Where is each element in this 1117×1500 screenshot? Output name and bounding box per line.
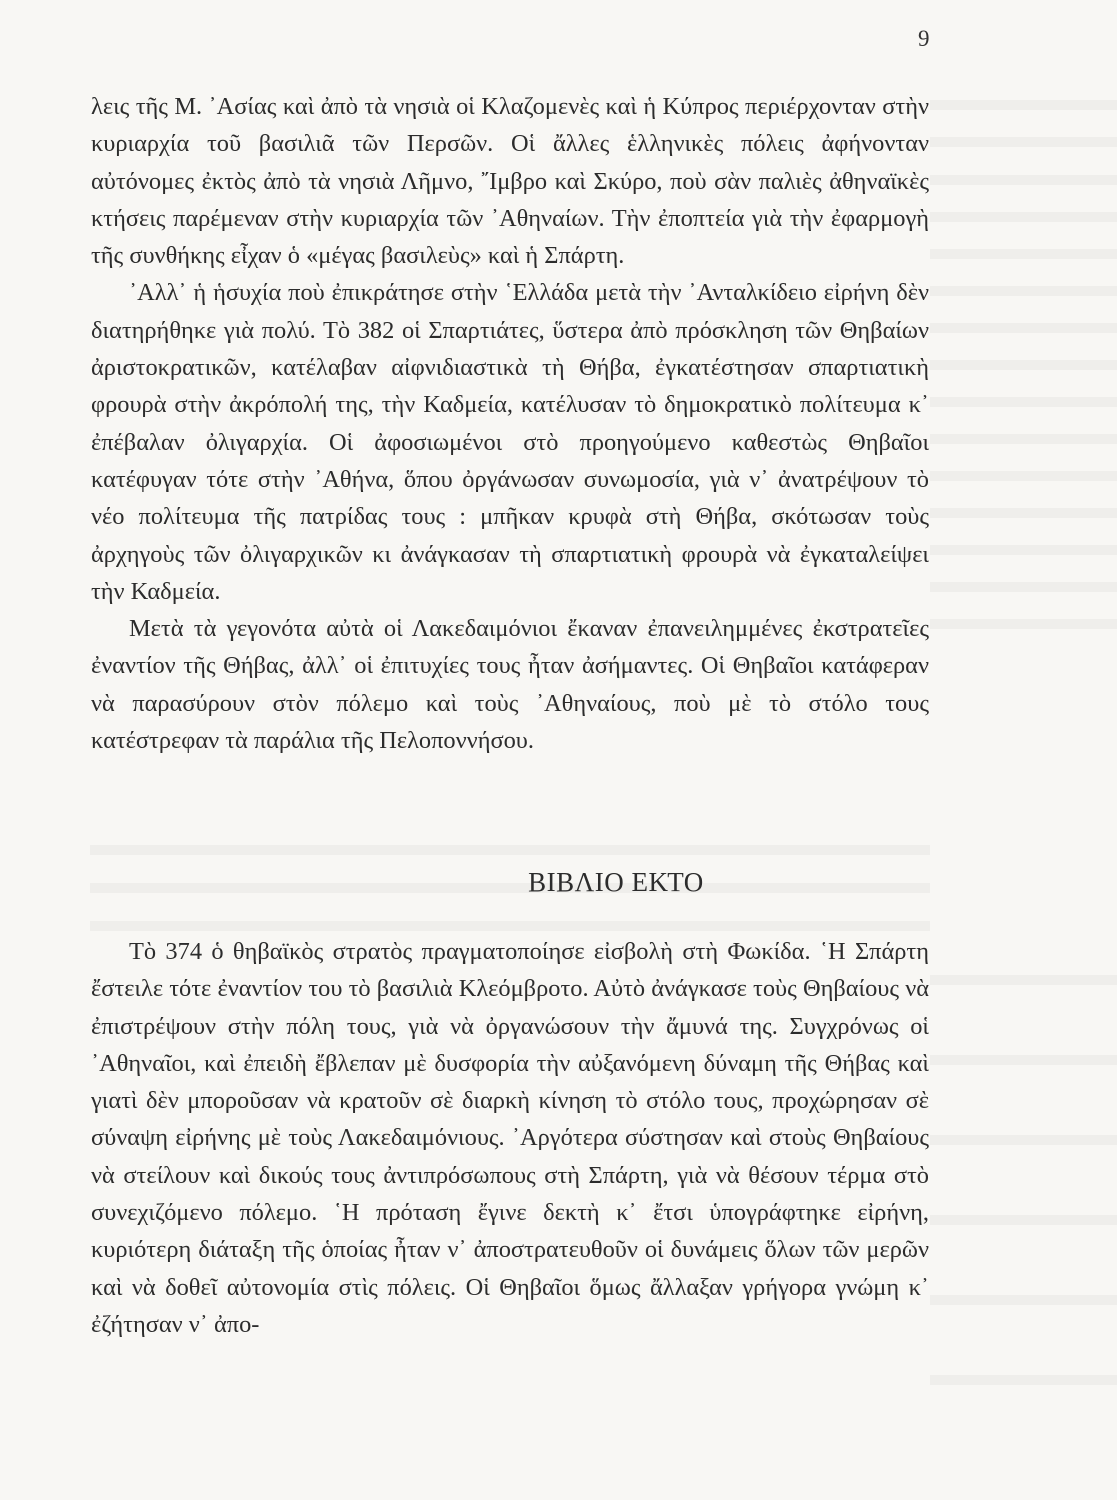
section-heading [0,862,1117,902]
section-heading-text: ΒΙΒΛΙΟ ΕΚΤΟ [528,867,704,897]
section-body-text [91,933,929,1343]
paragraph: Τὸ 374 ὁ θηβαϊκὸς στρατὸς πραγματοποίησε εἰσβολὴ στὴ Φωκίδα. ῾Η Σπάρτη ἔστειλε τότε ἐναντίον του τὸ βασιλιὰ Κλεόμβροτο. Αὐτὸ ἀνάγκασε τοὺς Θηβαίους νὰ ἐπιστρέψουν στὴν πόλη τους, γιὰ νὰ ὀργανώσουν τὴν ἄμυνά της. Συγχρόνως οἱ ᾿Αθηναῖοι, καὶ ἐπειδὴ ἔβλεπαν μὲ δυσφορία τὴν αὐξανόμενη δύναμη τῆς Θήβας καὶ γιατὶ δὲν μποροῦσαν νὰ κρατοῦν σὲ διαρκὴ κίνηση τὸ στόλο τους, προχώρησαν σὲ σύναψη εἰρήνης μὲ τοὺς Λακεδαιμόνιους. ᾿Αργότερα σύστησαν καὶ στοὺς Θηβαίους νὰ στείλουν καὶ δικούς τους ἀντιπρόσωπους στὴ Σπάρτη, γιὰ νὰ θέσουν τέρμα στὸ συνεχιζόμενο πόλεμο. ῾Η πρόταση ἔγινε δεκτὴ κ᾿ ἔτσι ὑπογράφτηκε εἰρήνη, κυριότερη διάταξη τῆς ὁποίας ἦταν ν᾿ ἀποστρατευθοῦν οἱ δυνάμεις ὅλων τῶν μερῶν καὶ νὰ δοθεῖ αὐτονομία στὶς πόλεις. Οἱ Θηβαῖοι ὅμως ἄλλαξαν γρήγορα γνώμη κ᾿ ἐζήτησαν ν᾿ ἀπο- [91,938,929,1338]
page-number: 9 [918,26,930,51]
paragraph: ᾿Αλλ᾿ ἡ ἡσυχία ποὺ ἐπικράτησε στὴν ῾Ελλάδα μετὰ τὴν ᾿Ανταλκίδειο εἰρήνη δὲν διατηρήθηκε γιὰ πολύ. Τὸ 382 οἱ Σπαρτιάτες, ὕστερα ἀπὸ πρόσκληση τῶν Θηβαίων ἀριστοκρατικῶν, κατέλαβαν αἰφνιδιαστικὰ τὴ Θήβα, ἐγκατέστησαν σπαρτιατικὴ φρουρὰ στὴν ἀκρόπολή της, τὴν Καδμεία, κατέλυσαν τὸ δημοκρατικὸ πολίτευμα κ᾿ ἐπέβαλαν ὀλιγαρχία. Οἱ ἀφοσιωμένοι στὸ προηγούμενο καθεστὼς Θηβαῖοι κατέφυγαν τότε στὴν ᾿Αθήνα, ὅπου ὀργάνωσαν συνωμοσία, γιὰ ν᾿ ἀνατρέψουν τὸ νέο πολίτευμα τῆς πατρίδας τους : μπῆκαν κρυφὰ στὴ Θήβα, σκότωσαν τοὺς ἀρχηγοὺς τῶν ὀλιγαρχικῶν κι ἀνάγκασαν τὴ σπαρτιατικὴ φρουρὰ νὰ ἐγκαταλείψει τὴν Καδμεία. [91,279,929,605]
paragraph: λεις τῆς Μ. ᾿Ασίας καὶ ἀπὸ τὰ νησιὰ οἱ Κλαζομενὲς καὶ ἡ Κύπρος περιέρχονταν στὴν κυριαρχία τοῦ βασιλιᾶ τῶν Περσῶν. Οἱ ἄλλες ἑλληνικὲς πόλεις ἀφήνονταν αὐτόνομες ἐκτὸς ἀπὸ τὰ νησιὰ Λῆμνο, ῎Ιμβρο καὶ Σκύρο, ποὺ σὰν παλιὲς ἀθηναϊκὲς κτήσεις παρέμεναν στὴν κυριαρχία τῶν ᾿Αθηναίων. Τὴν ἐποπτεία γιὰ τὴν ἐφαρμογὴ τῆς συνθήκης εἶχαν ὁ «μέγας βασιλεὺς» καὶ ἡ Σπάρτη. [91,93,929,270]
body-text [91,88,929,759]
paragraph: Μετὰ τὰ γεγονότα αὐτὰ οἱ Λακεδαιμόνιοι ἔκαναν ἐπανειλημμένες ἐκστρατεῖες ἐναντίον τῆς Θήβας, ἀλλ᾿ οἱ ἐπιτυχίες τους ἦταν ἀσήμαντες. Οἱ Θηβαῖοι κατάφεραν νὰ παρασύρουν στὸν πόλεμο καὶ τοὺς ᾿Αθηναίους, ποὺ μὲ τὸ στόλο τους κατέστρεφαν τὰ παράλια τῆς Πελοποννήσου. [91,615,929,755]
